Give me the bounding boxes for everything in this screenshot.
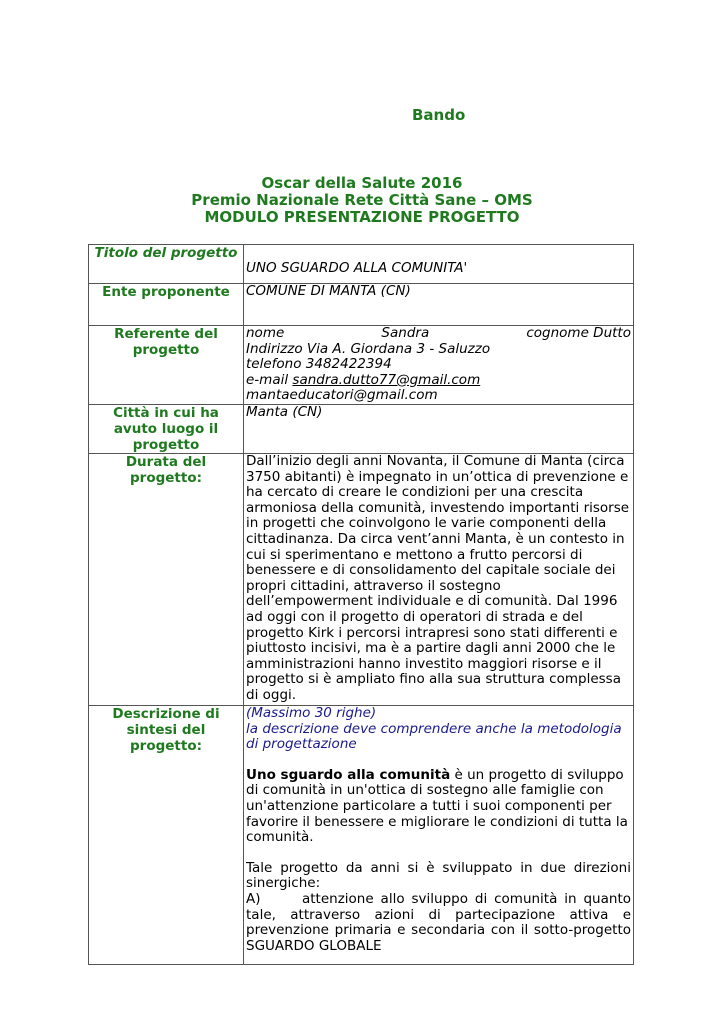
email-prefix: e-mail (246, 371, 289, 388)
hint-methodology: la descrizione deve comprendere anche la metodologia di progettazione (246, 720, 622, 753)
ente-label: Ente proponente (89, 284, 244, 326)
row-durata (89, 454, 634, 706)
nome-line (246, 326, 631, 342)
indirizzo: Indirizzo Via A. Giordana 3 - Saluzzo (246, 340, 491, 357)
referente-value (244, 326, 634, 405)
row-ente (89, 284, 634, 326)
description-para-1-text: è un progetto di sviluppo di comunità in un'ottica di sostegno alle famiglie con un'attenzione particolare a tutti i suoi componenti per favorire il benessere e migliorare le condizioni di tutta la comunità. (246, 766, 628, 846)
bando-heading: Bando (412, 106, 466, 124)
titolo-label: Titolo del progetto (89, 245, 244, 284)
email-secondary: mantaeducatori@gmail.com (246, 387, 438, 404)
citta-value: Manta (CN) (244, 405, 634, 454)
row-descrizione (89, 706, 634, 965)
project-form-table (88, 244, 634, 965)
descrizione-value (244, 706, 634, 965)
description-item-a (246, 892, 631, 954)
durata-value: Dall’inizio degli anni Novanta, il Comune di Manta (circa 3750 abitanti) è impegnato in un’ottica di prevenzione e ha cercato di creare le condizioni per una crescita armoniosa della comunità, investendo importanti risorse in progetti che coinvolgono le varie componenti della cittadinanza. Da circa vent’anni Manta, è un contesto in cui si sperimentano e mettono a frutto percorsi di benessere e di consolidamento del capitale sociale dei propri cittadini, attraverso il sostegno dell’empowerment individuale e di comunità. Dal 1996 ad oggi con il progetto di operatori di strada e del progetto Kirk i percorsi intrapresi sono stati differenti e piuttosto incisivi, ma è a partire dagli anni 2000 che le amministrazioni hanno investito maggiori risorse e il progetto si è ampliato fino alla sua struttura complessa di oggi. (244, 454, 634, 706)
item-a-text: attenzione allo sviluppo di comunità in quanto tale, attraverso azioni di partecipazione attiva e prevenzione primaria e secondaria con il sotto-progetto SGUARDO GLOBALE (246, 890, 631, 954)
description-paragraph-2: Tale progetto da anni si è sviluppato in due direzioni sinergiche: (246, 859, 631, 892)
citta-label: Città in cui ha avuto luogo il progetto (89, 405, 244, 454)
titolo-value: UNO SGUARDO ALLA COMUNITA' (244, 245, 634, 284)
item-a-marker: A) (246, 890, 261, 907)
cognome: cognome Dutto (526, 325, 631, 341)
telefono: telefono 3482422394 (246, 356, 392, 373)
referente-label: Referente del progetto (89, 326, 244, 405)
description-paragraph-1 (246, 768, 631, 846)
title-line-1: Oscar della Salute 2016 (261, 174, 463, 192)
hint-max-rows: (Massimo 30 righe) (246, 705, 377, 721)
ente-value: COMUNE DI MANTA (CN) (244, 284, 634, 326)
row-titolo (89, 245, 634, 284)
title-line-3: MODULO PRESENTAZIONE PROGETTO (204, 208, 520, 226)
nome-value: Sandra (381, 325, 430, 341)
email-line (246, 373, 631, 389)
email-link[interactable]: sandra.dutto77@gmail.com (292, 371, 481, 388)
row-referente (89, 326, 634, 405)
durata-label: Durata del progetto: (89, 454, 244, 706)
row-citta (89, 405, 634, 454)
nome-label: nome (246, 325, 285, 341)
title-line-2: Premio Nazionale Rete Città Sane – OMS (191, 191, 533, 209)
description-bold-lead: Uno sguardo alla comunità (246, 766, 451, 783)
descrizione-label: Descrizione di sintesi del progetto: (89, 706, 244, 965)
